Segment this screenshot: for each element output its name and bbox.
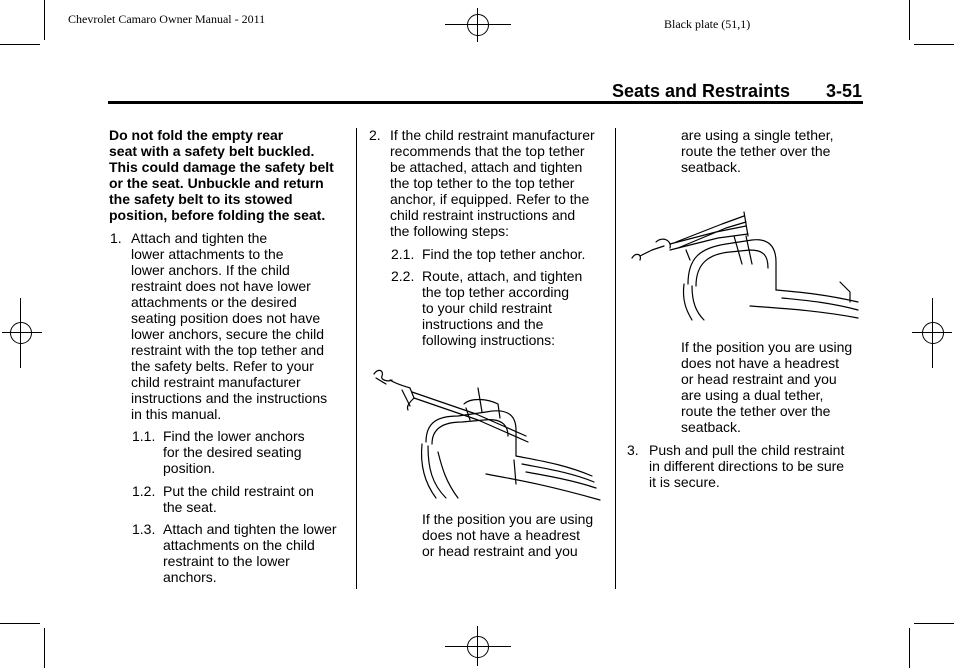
step-text: Push and pull the child restraint in different directions to be sure it is secure. <box>649 442 845 490</box>
registration-mark <box>2 298 42 368</box>
step-number: 3. <box>627 442 639 458</box>
section-title: Seats and Restraints <box>612 81 791 101</box>
column-divider <box>356 128 357 589</box>
substep-number: 2.1. <box>391 246 415 262</box>
crop-mark <box>0 623 40 624</box>
substep-number: 2.2. <box>391 268 415 284</box>
crop-mark <box>909 0 910 40</box>
single-tether-text: If the position you are using does not have a headrest or head restraint and you <box>422 511 594 559</box>
step-number: 1. <box>110 230 122 246</box>
registration-mark <box>445 626 511 666</box>
substep-text: Find the top tether anchor. <box>422 246 586 262</box>
substep-text: Put the child restraint on the seat. <box>163 483 314 515</box>
crop-mark <box>914 623 954 624</box>
substep-number: 1.1. <box>132 428 156 444</box>
registration-mark <box>445 8 511 42</box>
plate-label: Black plate (51,1) <box>664 17 751 31</box>
crop-mark <box>914 44 954 45</box>
crop-mark <box>909 628 910 668</box>
substep-number: 1.2. <box>132 483 156 499</box>
crop-mark <box>44 628 45 668</box>
substep-text: Route, attach, and tighten the top tether according to your child restraint instructions and the following instructions: <box>422 268 583 348</box>
header-rule <box>108 101 863 104</box>
crop-mark <box>0 44 40 45</box>
manual-title: Chevrolet Camaro Owner Manual - 2011 <box>68 12 266 26</box>
step-text: If the child restraint manufacturer recommends that the top tether be attached, attach and tighten the top tether to the top tether anchor, if equipped. Refer to the child restraint instructions and the following steps: <box>390 127 595 239</box>
substep-text: Find the lower anchors for the desired seating position. <box>163 428 305 476</box>
substep-text: Attach and tighten the lower attachments on the child restraint to the lower anchors. <box>163 521 337 585</box>
column-divider <box>615 128 616 589</box>
substep-number: 1.3. <box>132 521 156 537</box>
single-tether-text-continued: are using a single tether, route the tether over the seatback. <box>681 127 834 175</box>
step-text: Attach and tighten the lower attachments to the lower anchors. If the child restraint does not have lower attachments or the desired seating position does not have lower anchors, secure the child restraint with the top tether and the safety belts. Refer to your child restraint manufacturer instructions and the instructions in this manual. <box>131 230 328 422</box>
page-number: 3-51 <box>826 81 863 101</box>
dual-tether-text: If the position you are using does not have a headrest or head restraint and you are using a dual tether, route the tether over the seatback. <box>681 339 853 435</box>
step-number: 2. <box>369 127 381 143</box>
single-tether-illustration <box>366 364 602 502</box>
registration-mark <box>912 298 952 368</box>
dual-tether-illustration <box>626 206 862 324</box>
warning-text: Do not fold the empty rear seat with a safety belt buckled. This could damage the safety belt or the seat. Unbuckle and return the safety belt to its stowed position, before folding the seat. <box>109 127 334 223</box>
crop-mark <box>44 0 45 40</box>
